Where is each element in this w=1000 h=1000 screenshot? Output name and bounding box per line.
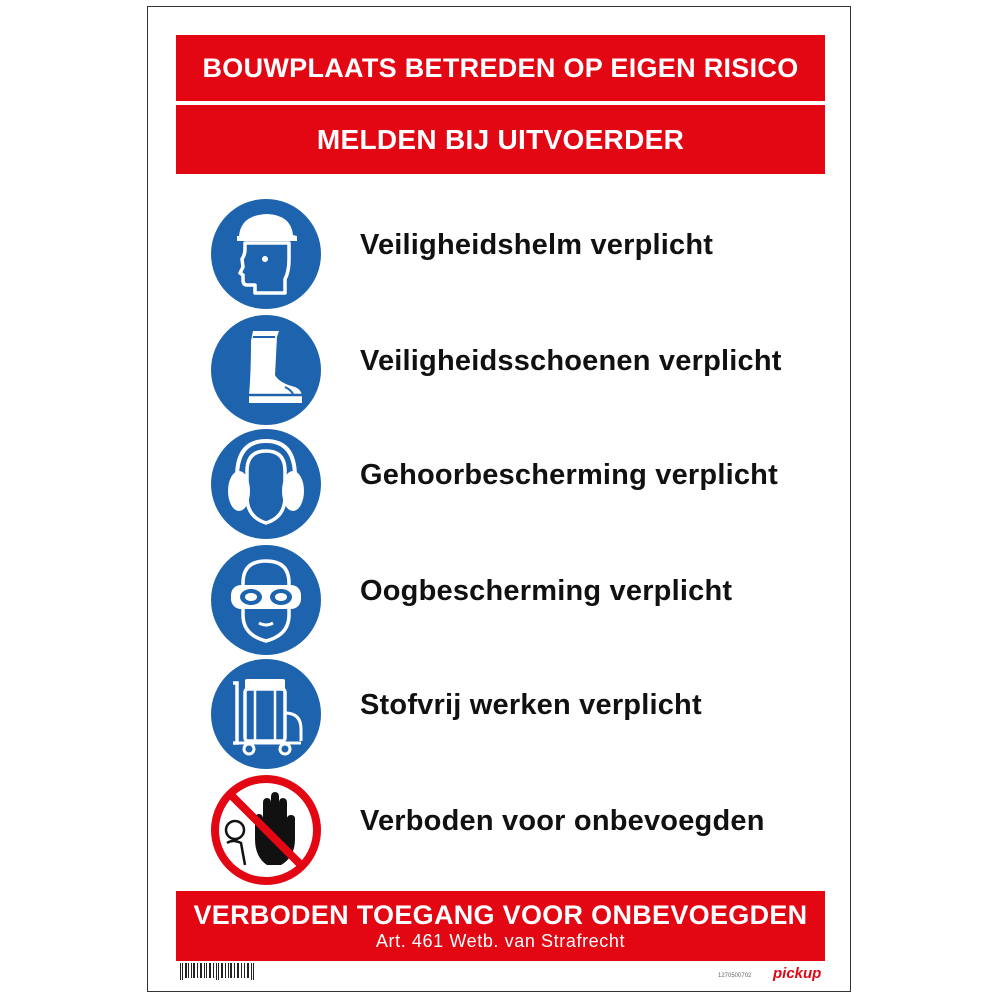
footer-line1: VERBODEN TOEGANG VOOR ONBEVOEGDEN	[193, 900, 808, 931]
header-banner-line1	[176, 35, 825, 101]
sign-label-helmet: Veiligheidshelm verplicht	[360, 229, 714, 261]
no-entry-hand-icon	[209, 773, 323, 887]
goggles-icon	[209, 543, 323, 657]
sign-row-ear	[209, 427, 809, 541]
sign-label-dust: Stofvrij werken verplicht	[360, 689, 702, 721]
sign-label-no-entry: Verboden voor onbevoegden	[360, 805, 765, 837]
header-line2: MELDEN BIJ UITVOERDER	[316, 123, 685, 155]
product-code: 1270500702	[718, 973, 752, 979]
sign-row-dust	[209, 657, 809, 771]
hard-hat-icon	[209, 197, 323, 311]
sign-row-boots	[209, 313, 809, 427]
footer-banner	[176, 891, 825, 961]
sign-row-no-entry	[209, 773, 809, 887]
footer-line2: Art. 461 Wetb. van Strafrecht	[375, 930, 626, 951]
header-line1: BOUWPLAATS BETREDEN OP EIGEN RISICO	[202, 52, 799, 83]
sign-row-helmet	[209, 197, 809, 311]
sign-label-ear: Gehoorbescherming verplicht	[360, 459, 778, 491]
sign-row-goggles	[209, 543, 809, 657]
header-banner-line2	[176, 105, 825, 174]
sign-label-goggles: Oogbescherming verplicht	[360, 575, 733, 607]
safety-boot-icon	[209, 313, 323, 427]
ear-protection-icon	[209, 427, 323, 541]
barcode	[178, 962, 258, 984]
sign-label-boots: Veiligheidsschoenen verplicht	[360, 345, 782, 377]
brand-logo: pickup	[773, 965, 822, 982]
dust-extractor-icon	[209, 657, 323, 771]
safety-sign	[147, 6, 851, 992]
